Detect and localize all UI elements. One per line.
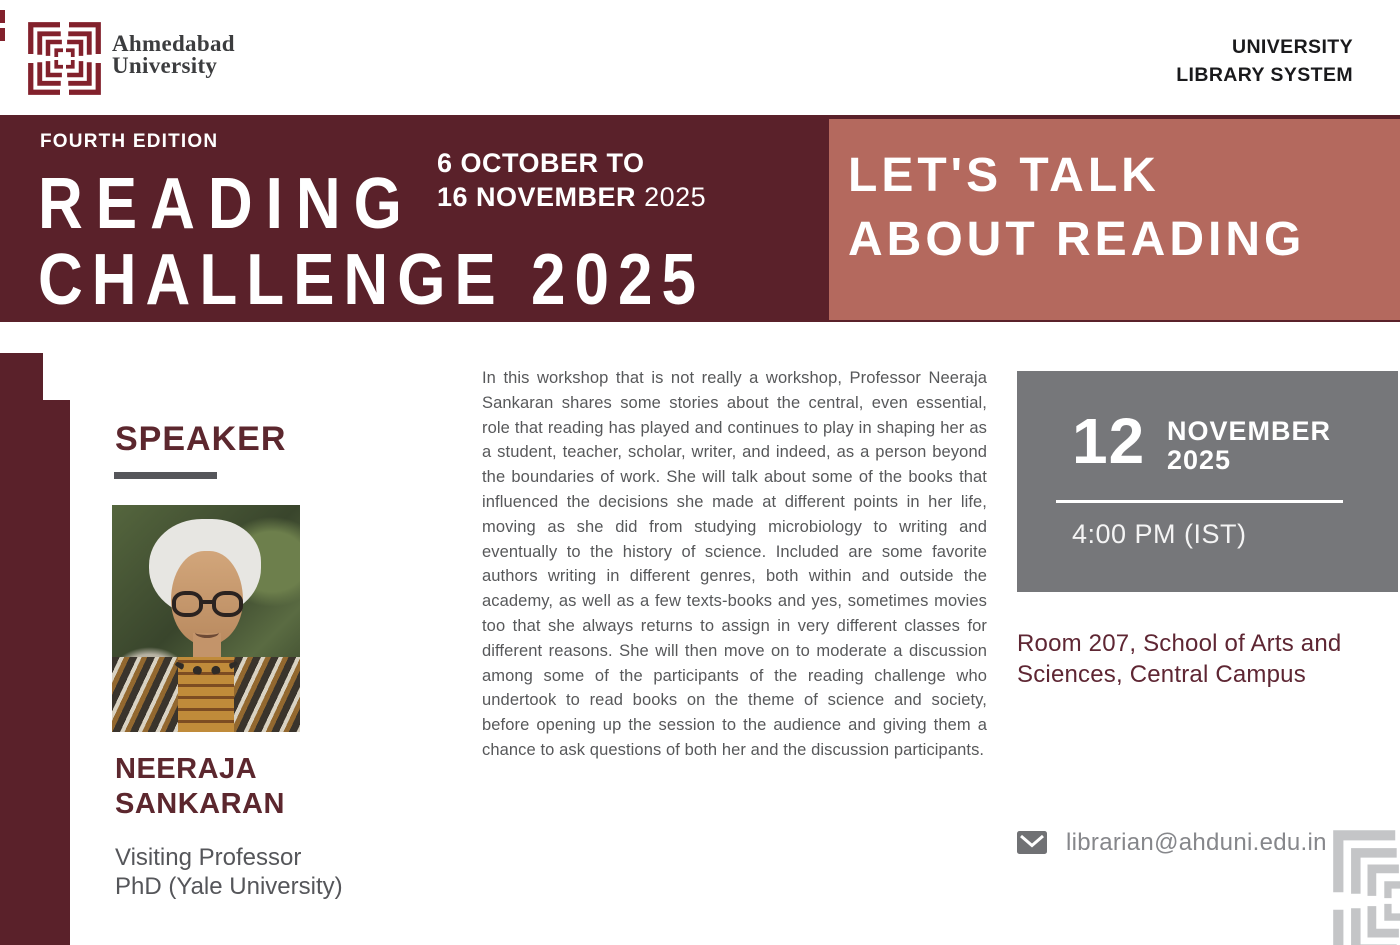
corner-logo-watermark-icon bbox=[1331, 828, 1400, 945]
date-range-line-1: 6 OCTOBER TO bbox=[437, 148, 645, 178]
event-month-year bbox=[1167, 417, 1331, 475]
edition-label: FOURTH EDITION bbox=[40, 131, 219, 152]
event-date-panel bbox=[1017, 371, 1398, 592]
event-day: 12 bbox=[1072, 405, 1146, 477]
event-month: NOVEMBER bbox=[1167, 416, 1332, 446]
brand-wordmark bbox=[112, 33, 235, 77]
photo-glasses-right bbox=[212, 591, 243, 617]
speaker-section-heading: SPEAKER bbox=[115, 420, 287, 458]
left-accent-bar-step bbox=[0, 353, 43, 400]
photo-bead-necklace bbox=[171, 637, 241, 675]
org-line-1: UNIVERSITY bbox=[1231, 36, 1353, 58]
tagline-panel bbox=[829, 119, 1400, 320]
edge-logo-fragment bbox=[0, 28, 5, 41]
speaker-title-line-1: Visiting Professor bbox=[115, 844, 302, 871]
speaker-name-line-1: NEERAJA bbox=[115, 753, 258, 785]
edge-logo-fragment bbox=[0, 10, 5, 23]
event-venue bbox=[1017, 628, 1392, 690]
date-range-line-2: 16 NOVEMBER 2025 bbox=[437, 182, 707, 212]
contact-row bbox=[1017, 829, 1327, 857]
left-accent-bar bbox=[0, 400, 70, 945]
brand-line-1: Ahmedabad bbox=[112, 31, 235, 56]
photo-glasses-left bbox=[172, 591, 203, 617]
event-tagline bbox=[848, 144, 1305, 272]
tagline-line-1: LET'S TALK bbox=[848, 149, 1160, 202]
title-banner bbox=[0, 115, 1400, 322]
brand-line-2: University bbox=[112, 53, 218, 78]
event-time: 4:00 PM (IST) bbox=[1072, 519, 1247, 549]
speaker-photo bbox=[112, 505, 300, 732]
speaker-heading-underline bbox=[114, 472, 217, 479]
venue-line-1: Room 207, School of Arts and bbox=[1017, 630, 1342, 657]
photo-glasses-bridge bbox=[201, 600, 214, 604]
event-description: In this workshop that is not really a workshop, Professor Neeraja Sankaran shares some stories about the central, even essential, role that reading has played and continues to play in shaping her as a student, teacher, scholar, writer, and indeed, as a person beyond the boundaries of work. She will talk about some of the books that influenced the decisions she made at different points in her life, moving as she did from studying microbiology to writing and eventually to the history of science. Included are some favorite authors writing in different genres, both within and outside the academy, as well as a few texts-books and yes, sometimes movies too that she always returns to assign in very different classes for different reasons. She will then move on to moderate a discussion among some of the participants of the reading challenge who undertook to read books on the theme of science and society, before opening up the session to the audience and giving them a chance to ask questions of both her and the discussion participants. bbox=[482, 369, 987, 759]
university-logo-icon bbox=[27, 21, 102, 96]
speaker-title bbox=[115, 843, 343, 901]
challenge-date-range bbox=[437, 146, 706, 214]
speaker-name bbox=[115, 752, 285, 822]
speaker-name-line-2: SANKARAN bbox=[115, 788, 285, 820]
date-panel-divider bbox=[1056, 500, 1343, 503]
org-line-2: LIBRARY SYSTEM bbox=[1176, 64, 1353, 86]
speaker-title-line-2: PhD (Yale University) bbox=[115, 873, 343, 900]
event-year: 2025 bbox=[1167, 445, 1232, 475]
venue-line-2: Sciences, Central Campus bbox=[1017, 661, 1306, 688]
event-title-line-1: READING bbox=[38, 164, 415, 245]
event-title-line-2: CHALLENGE 2025 bbox=[38, 240, 705, 321]
envelope-icon bbox=[1017, 831, 1047, 855]
org-title bbox=[1176, 33, 1353, 89]
contact-email-link[interactable]: librarian@ahduni.edu.in bbox=[1066, 829, 1327, 856]
tagline-line-2: ABOUT READING bbox=[848, 213, 1306, 266]
